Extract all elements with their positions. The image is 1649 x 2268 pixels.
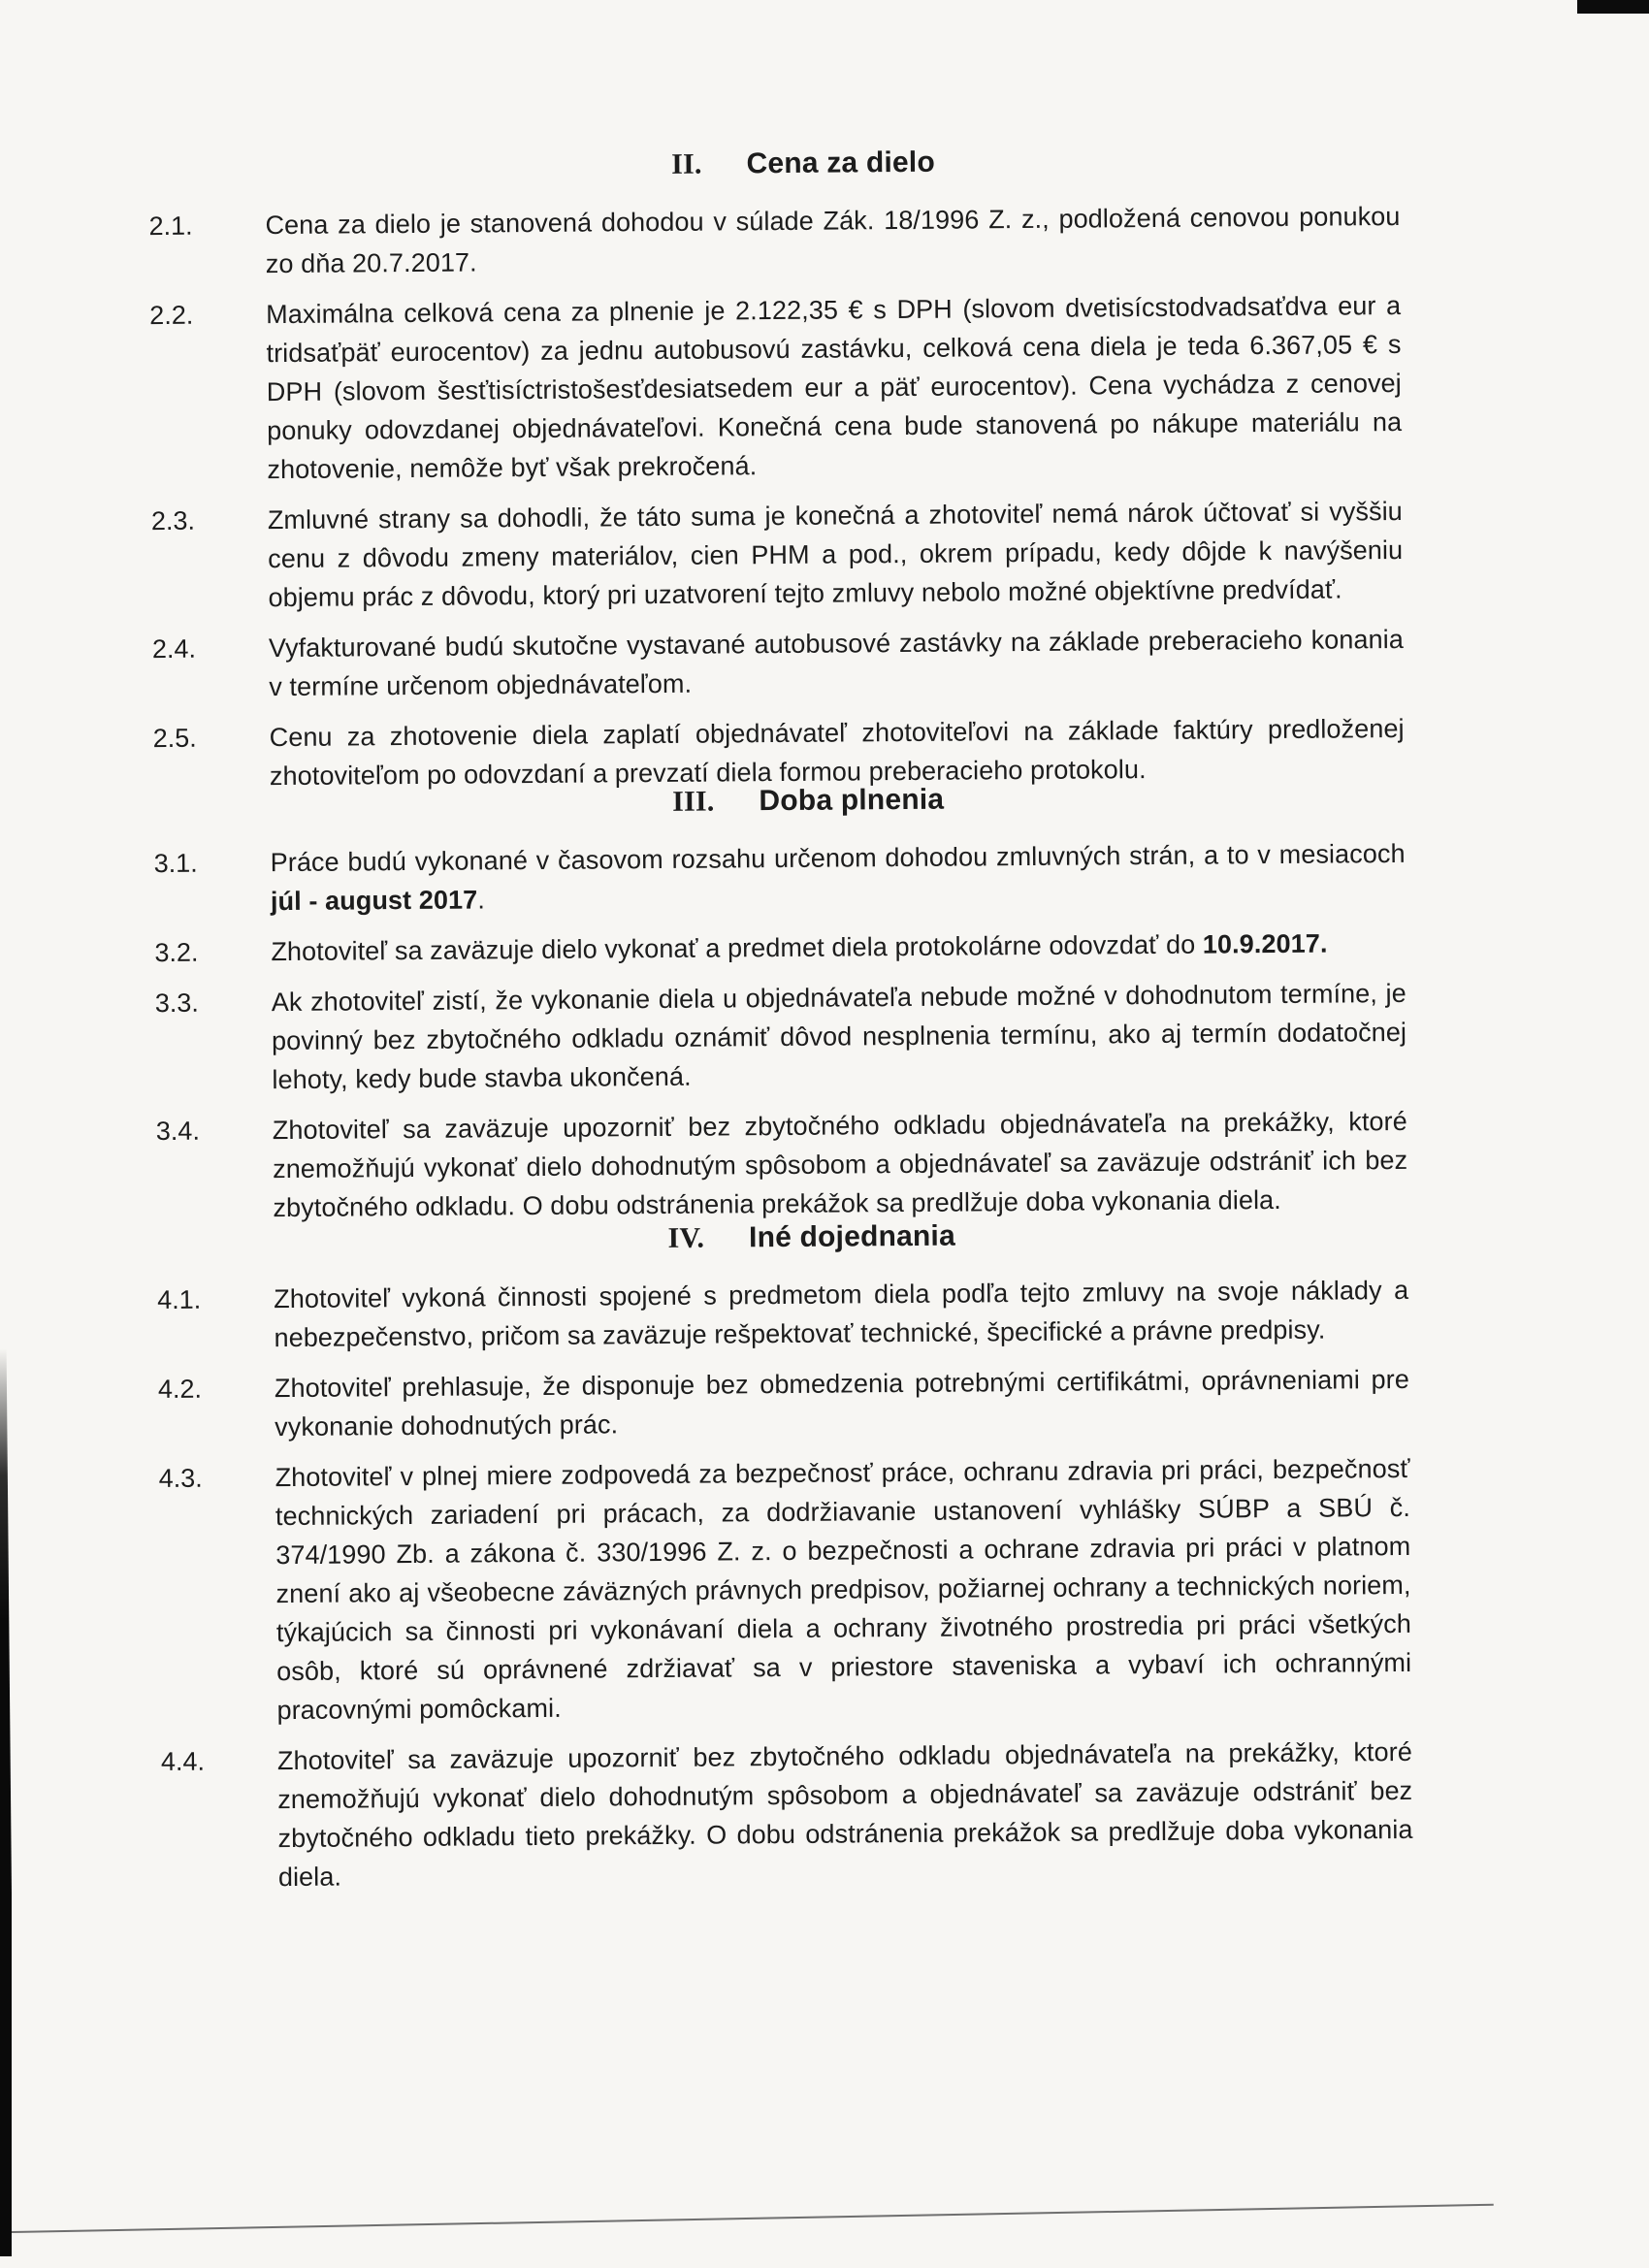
clause-text-part: Práce budú vykonané v časovom rozsahu určenom dohodou zmluvných strán, a to v mesiacoch <box>270 838 1406 878</box>
section-cena-za-dielo <box>148 141 1405 796</box>
clause-2-1 <box>148 197 1401 284</box>
section-doba-plnenia <box>153 778 1408 1228</box>
clause-number: 4.3. <box>158 1463 203 1494</box>
scan-artifact-top-right <box>1577 0 1649 14</box>
section-iii-title: Doba plnenia <box>759 783 945 818</box>
scan-artifact-left-edge <box>0 1348 12 2256</box>
section-ine-dojednania <box>157 1215 1413 1897</box>
clause-number: 4.4. <box>160 1746 206 1777</box>
section-iii-numeral: III. <box>672 785 715 818</box>
section-iv-title: Iné dojednania <box>748 1219 956 1254</box>
clause-number: 4.2. <box>157 1374 203 1405</box>
paper-bottom-edge-line <box>12 2204 1494 2233</box>
clause-4-3 <box>158 1449 1411 1731</box>
clause-number: 4.1. <box>157 1284 202 1315</box>
section-iv-numeral: IV. <box>667 1221 705 1254</box>
clause-2-3 <box>151 492 1404 618</box>
clause-text <box>271 923 1406 971</box>
clause-2-2 <box>149 286 1403 490</box>
clause-4-4 <box>161 1733 1413 1897</box>
clause-number: 2.5. <box>152 723 197 754</box>
section-ii-title: Cena za dielo <box>746 146 936 180</box>
clause-text: Zhotoviteľ vykoná činnosti spojené s predmetom diela podľa tejto zmluvy na svoje náklady a nebezpečenstvo, pričom sa zaväzuje rešpektovať technické, špecifické a právne predpisy. <box>274 1275 1409 1353</box>
clause-number: 2.4. <box>151 633 197 664</box>
clause-3-3 <box>155 974 1407 1100</box>
clause-number: 2.2. <box>149 300 194 331</box>
clause-3-2 <box>154 923 1406 972</box>
clause-text-bold: 10.9.2017. <box>1202 928 1328 959</box>
clause-4-2 <box>158 1360 1410 1447</box>
clause-text: Ak zhotoviteľ zistí, že vykonanie diela u objednávateľa nebude možné v dohodnutom termíne, je povinný bez zbytočného odkladu oznámiť dôvod nesplnenia termínu, ako aj termín dodatočnej lehoty, kedy bude stavba ukončená. <box>271 978 1407 1095</box>
clause-2-4 <box>152 620 1405 707</box>
clause-text-part: Zhotoviteľ sa zaväzuje dielo vykonať a predmet diela protokolárne odovzdať do <box>271 929 1203 967</box>
clause-number: 3.4. <box>155 1116 201 1147</box>
clause-3-4 <box>156 1102 1408 1228</box>
clause-text: Maximálna celková cena za plnenie je 2.122,35 € s DPH (slovom dvetisícstodvadsaťdva eur a tridsaťpäť eurocentov) za jednu autobusovú zastávku, celková cena diela je teda 6.367,05 € s DPH (slovom šesťtisíctristošesťdesiatsedem eur a päť eurocentov). Cena vychádza z cenovej ponuky odovzdanej objednávateľovi. Konečná cena bude stanovená po nákupe materiálu na zhotovenie, nemôže byť však prekročená. <box>266 290 1403 485</box>
clause-number: 3.2. <box>154 937 199 968</box>
section-ii-numeral: II. <box>671 147 702 180</box>
clause-number: 3.3. <box>154 988 199 1019</box>
clause-3-1 <box>154 834 1406 922</box>
section-ii-heading <box>148 141 1400 187</box>
clause-text: Cena za dielo je stanovená dohodou v súlade Zák. 18/1996 Z. z., podložená cenovou ponukou zo dňa 20.7.2017. <box>265 201 1401 279</box>
clause-text: Zhotoviteľ sa zaväzuje upozorniť bez zbytočného odkladu objednávateľa na prekážky, ktoré znemožňujú vykonať dielo dohodnutým spôsobom a objednávateľ sa zaväzuje odstrániť bez zbytočného odkladu tieto prekážky. O dobu odstránenia prekážok sa predlžuje doba vykonania diela. <box>276 1736 1413 1893</box>
clause-text: Zhotoviteľ sa zaväzuje upozorniť bez zbytočného odkladu objednávateľa na prekážky, ktoré znemožňujú vykonať dielo dohodnutým spôsobom a objednávateľ sa zaväzuje odstrániť ich bez zbytočného odkladu. O dobu odstránenia prekážok sa predlžuje doba vykonania diela. <box>272 1106 1408 1223</box>
clause-text: Zmluvné strany sa dohodli, že táto suma je konečná a zhotoviteľ nemá nárok účtovať si vyššiu cenu z dôvodu zmeny materiálov, cien PHM a pod., okrem prípadu, kedy dôjde k navýšeniu objemu prác z dôvodu, ktorý pri uzatvorení tejto zmluvy nebolo možné objektívne predvídať. <box>267 496 1404 613</box>
clause-number: 2.3. <box>150 505 196 536</box>
clause-number: 3.1. <box>153 848 198 879</box>
clause-text: Zhotoviteľ v plnej miere zodpovedá za bezpečnosť práce, ochranu zdravia pri práci, bezpečnosť technických zariadení pri prácach, za dodržiavanie ustanovení vyhlášky SÚBP a SBÚ č. 374/1990 Zb. a zákona č. 330/1996 Z. z. o bezpečnosti a ochrane zdravia pri práci v platnom znení ako aj všeobecne záväzných právnych predpisov, požiarnej ochrany a technických noriem, týkajúcich sa činnosti pri vykonávaní diela a ochrany životného prostredia pri práci všetkých osôb, ktoré sú oprávnené zdržiavať sa v priestore staveniska a vybaví ich ochrannými pracovnými pomôckami. <box>275 1453 1412 1726</box>
contract-body <box>148 141 1413 1909</box>
clause-text: Zhotoviteľ prehlasuje, že disponuje bez obmedzenia potrebnými certifikátmi, oprávneniami pre vykonanie dohodnutých prác. <box>274 1364 1410 1442</box>
clause-text-bold: júl - august 2017 <box>270 885 478 917</box>
clause-text-part: . <box>477 885 485 915</box>
clause-text <box>271 834 1406 921</box>
clause-text: Vyfakturované budú skutočne vystavané autobusové zastávky na základe preberacieho konania v termíne určenom objednávateľom. <box>268 624 1405 702</box>
clause-number: 2.1. <box>148 211 193 242</box>
clause-4-1 <box>157 1271 1409 1358</box>
clause-text: Cenu za zhotovenie diela zaplatí objednávateľ zhotoviteľovi na základe faktúry predloženej zhotoviteľom po odovzdaní a prevzatí diela formou preberacieho protokolu. <box>269 713 1405 792</box>
